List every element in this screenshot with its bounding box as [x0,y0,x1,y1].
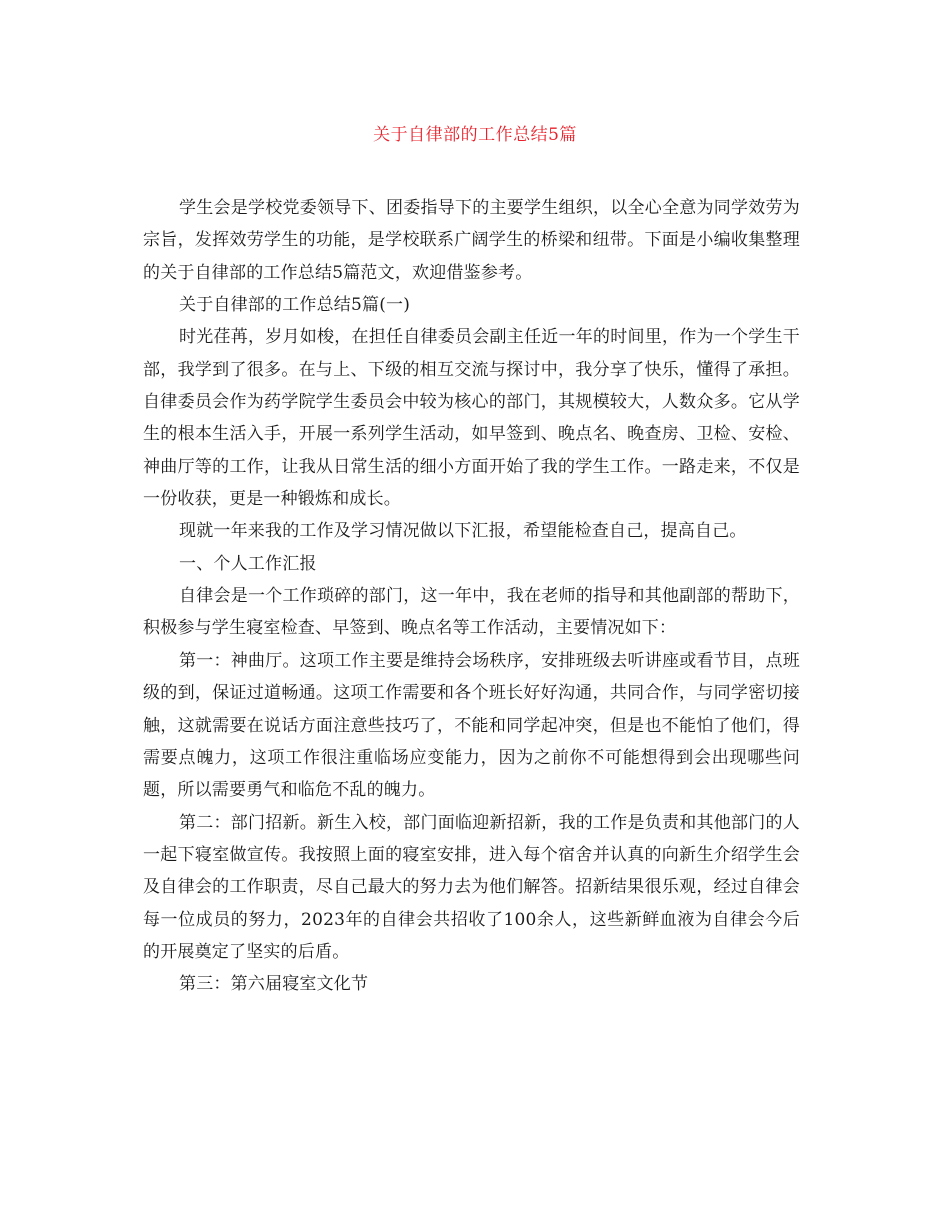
body-paragraph: 时光荏苒，岁月如梭，在担任自律委员会副主任近一年的时间里，作为一个学生干部，我学到了很多。在与上、下级的相互交流与探讨中，我分享了快乐，懂得了承担。自律委员会作为药学院学生委员会中较为核心的部门，其规模较大，人数众多。它从学生的根本生活入手，开展一系列学生活动，如早签到、晚点名、晚查房、卫检、安检、神曲厅等的工作，让我从日常生活的细小方面开始了我的学生工作。一路走来，不仅是一份收获，更是一种锻炼和成长。 [143,327,800,510]
intro-paragraph: 学生会是学校党委领导下、团委指导下的主要学生组织，以全心全意为同学效劳为宗旨，发挥效劳学生的功能，是学校联系广阔学生的桥梁和纽带。下面是小编收集整理的关于自律部的工作总结5篇范文，欢迎借鉴参考。 [143,198,800,283]
subheading-personal-report: 一、个人工作汇报 [179,553,317,574]
document-body [143,192,800,1001]
item-third-heading: 第三：第六届寝室文化节 [179,974,369,995]
body-paragraph: 现就一年来我的工作及学习情况做以下汇报，希望能检查自己，提高自己。 [179,521,747,542]
item-first-paragraph: 第一：神曲厅。这项工作主要是维持会场秩序，安排班级去听讲座或看节目，点班级的到，保证过道畅通。这项工作需要和各个班长好好沟通，共同合作，与同学密切接触，这就需要在说话方面注意些技巧了，不能和同学起冲突，但是也不能怕了他们，得需要点魄力，这项工作很注重临场应变能力，因为之前你不可能想得到会出现哪些问题，所以需要勇气和临危不乱的魄力。 [143,650,800,801]
body-paragraph: 自律会是一个工作琐碎的部门，这一年中，我在老师的指导和其他副部的帮助下，积极参与学生寝室检查、早签到、晚点名等工作活动，主要情况如下： [143,586,800,639]
section-heading-one: 关于自律部的工作总结5篇(一) [179,295,411,316]
item-second-paragraph: 第二：部门招新。新生入校，部门面临迎新招新，我的工作是负责和其他部门的人一起下寝室做宣传。我按照上面的寝室安排，进入每个宿舍并认真的向新生介绍学生会及自律会的工作职责，尽自己最大的努力去为他们解答。招新结果很乐观，经过自律会每一位成员的努力，2023年的自律会共招收了100余人，这些新鲜血液为自律会今后的开展奠定了坚实的后盾。 [143,812,800,962]
document-title: 关于自律部的工作总结5篇 [373,125,577,145]
